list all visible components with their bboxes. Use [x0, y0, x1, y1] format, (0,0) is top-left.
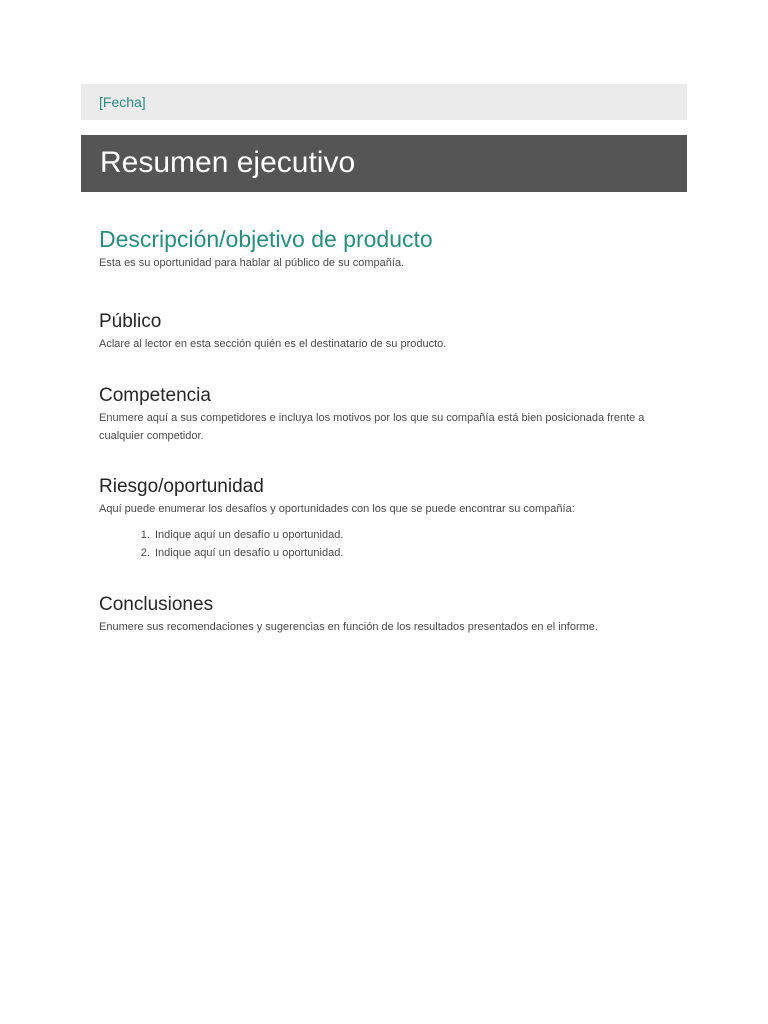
date-placeholder[interactable]: [Fecha] — [99, 94, 146, 110]
heading-competencia[interactable]: Competencia — [99, 385, 211, 406]
body-riesgo[interactable]: Aquí puede enumerar los desafíos y oportunidades con los que se puede encontrar su compañía: — [99, 503, 575, 515]
list-item[interactable]: 2. Indique aquí un desafío u oportunidad. — [153, 544, 669, 562]
section-riesgo — [99, 474, 669, 562]
heading-conclusiones[interactable]: Conclusiones — [99, 594, 214, 615]
document-page — [81, 84, 687, 636]
body-conclusiones[interactable]: Enumere sus recomendaciones y sugerencias en función de los resultados presentados en el informe. — [99, 621, 598, 633]
body-publico[interactable]: Aclare al lector en esta sección quién es el destinatario de su producto. — [99, 338, 447, 350]
riesgo-list — [99, 526, 669, 562]
list-item[interactable]: 1. Indique aquí un desafío u oportunidad. — [153, 526, 669, 544]
title-bar — [81, 135, 687, 192]
section-descripcion — [99, 224, 669, 272]
heading-publico[interactable]: Público — [99, 311, 162, 332]
section-conclusiones — [99, 592, 669, 636]
section-publico — [99, 309, 669, 353]
date-bar — [81, 84, 687, 120]
heading-riesgo[interactable]: Riesgo/oportunidad — [99, 476, 264, 497]
document-content — [81, 224, 687, 636]
document-title[interactable]: Resumen ejecutivo — [100, 146, 356, 179]
body-descripcion[interactable]: Esta es su oportunidad para hablar al público de su compañía. — [99, 257, 405, 269]
section-competencia — [99, 383, 669, 445]
body-competencia[interactable]: Enumere aquí a sus competidores e incluya los motivos por los que su compañía está bien posicionada frente a cualquier competidor. — [99, 412, 645, 442]
heading-descripcion[interactable]: Descripción/objetivo de producto — [99, 226, 433, 252]
